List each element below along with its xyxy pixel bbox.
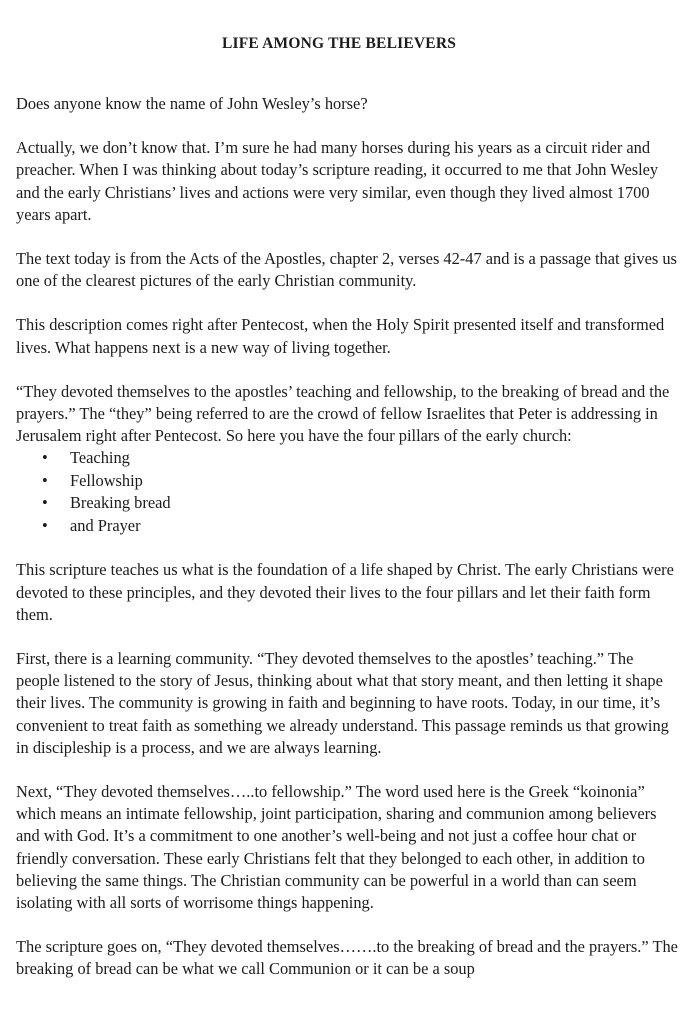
list-item [16,492,680,515]
list-item [16,515,680,538]
paragraph-pentecost: This description comes right after Pentecost, when the Holy Spirit presented itself and transformed lives. What happens next is a new way of living together. [16,315,665,357]
list-item-label: and Prayer [70,515,141,535]
bullet-icon: • [42,493,48,513]
list-item-label: Fellowship [70,470,143,490]
paragraph-acts-text: The text today is from the Acts of the Apostles, chapter 2, verses 42-47 and is a passage that gives us one of the clearest pictures of the early Christian community. [16,249,677,291]
paragraph-breaking-bread: The scripture goes on, “They devoted themselves…….to the breaking of bread and the prayers.” The breaking of bread can be what we call Communion or it can be a soup [16,937,678,979]
bullet-icon: • [42,448,48,468]
paragraph-wesley-comparison: Actually, we don’t know that. I’m sure he had many horses during his years as a circuit rider and preacher. When I was thinking about today’s scripture reading, it occurred to me that John Wesley and the early Christians’ lives and actions were very similar, even though they lived almost 1700 years apart. [16,138,659,224]
paragraph-four-pillars-intro: “They devoted themselves to the apostles’ teaching and fellowship, to the breaking of bread and the prayers.” The “they” being referred to are the crowd of fellow Israelites that Peter is addressing in Jerusalem right after Pentecost. So here you have the four pillars of the early church: [16,381,670,446]
paragraph-wesley-horse: Does anyone know the name of John Wesley’s horse? [16,94,368,113]
list-item [16,470,680,493]
paragraph-fellowship: Next, “They devoted themselves…..to fellowship.” The word used here is the Greek “koinonia” which means an intimate fellowship, joint participation, sharing and communion among believers and with God. It’s a commitment to one another’s well-being and not just a coffee hour chat or friendly conversation. These early Christians felt that they belonged to each other, in addition to believing the same things. The Christian community can be powerful in a world than can seem isolating with all sorts of worrisome things happening. [16,782,657,913]
document-page [16,0,680,981]
bullet-icon: • [42,470,48,490]
pillars-list [16,447,680,537]
page-title: LIFE AMONG THE BELIEVERS [221,35,457,52]
list-item-label: Breaking bread [70,493,171,513]
list-item [16,447,680,470]
paragraph-learning-community: First, there is a learning community. “They devoted themselves to the apostles’ teaching.” The people listened to the story of Jesus, thinking about what that story meant, and then letting it shape their lives. The community is growing in faith and beginning to have roots. Today, in our time, it’s convenient to treat faith as something we already understand. This passage reminds us that growing in discipleship is a process, and we are always learning. [16,649,669,757]
bullet-icon: • [42,515,48,535]
paragraph-foundation: This scripture teaches us what is the foundation of a life shaped by Christ. The early Christians were devoted to these principles, and they devoted their lives to the four pillars and let their faith form them. [16,560,674,624]
list-item-label: Teaching [70,448,130,468]
